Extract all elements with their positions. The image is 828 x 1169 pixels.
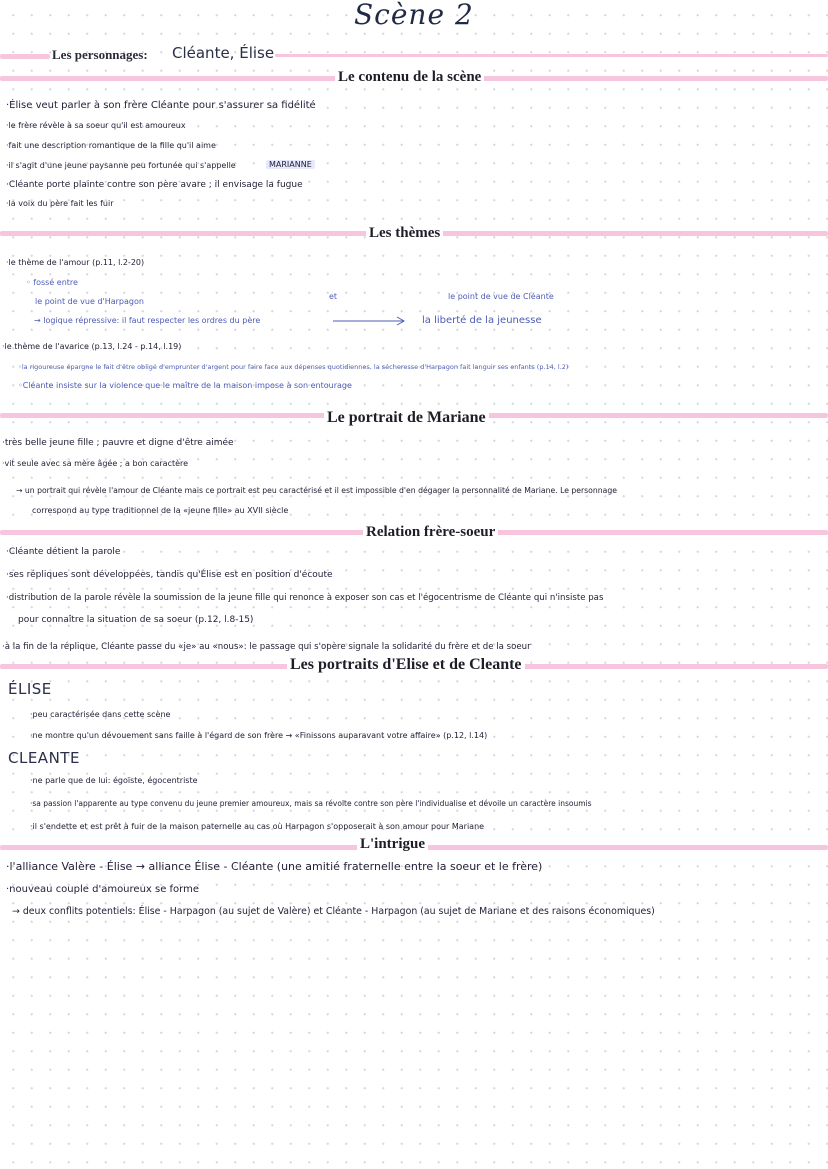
- portrait-line-1: ·très belle jeune fille ; pauvre et digne d'être aimée: [2, 438, 234, 448]
- contenu-line-4: ·il s'agit d'une jeune paysanne peu fortunée qui s'appelle: [6, 161, 236, 170]
- cleante-line-3: ·il s'endette et est prêt à fuir de la maison paternelle au cas où Harpagon s'opposerait à son amour pour Mariane: [30, 822, 485, 831]
- elise-heading: ÉLISE: [8, 680, 52, 698]
- contenu-line-3: ·fait une description romantique de la fille qu'il aime: [6, 141, 216, 150]
- relation-line-2: ·ses répliques sont développées, tandis qu'Élise est en position d'écoute: [6, 570, 333, 580]
- relation-line-1: ·Cléante détient la parole: [6, 547, 121, 557]
- contenu-line-5: ·Cléante porte plainte contre son père avare ; il envisage la fugue: [6, 180, 303, 190]
- contenu-line-6: ·la voix du père fait les fuir: [6, 199, 114, 208]
- intrigue-line-1: ·l'alliance Valère - Élise → alliance Élise - Cléante (une amitié fraternelle entre la soeur et le frère): [6, 860, 543, 873]
- portrait-line-4: correspond au type traditionnel de la «jeune fille» au XVII siècle: [32, 506, 289, 515]
- themes-et: et: [329, 292, 338, 301]
- heading-contenu: Le contenu de la scène: [335, 69, 484, 86]
- themes-liberte: la liberté de la jeunesse: [422, 315, 542, 326]
- themes-amour: ·le thème de l'amour (p.11, l.2-20): [6, 258, 145, 267]
- heading-portraits: Les portraits d'Elise et de Cleante: [287, 656, 525, 674]
- heading-relation: Relation frère-soeur: [363, 524, 498, 541]
- elise-line-2: ·ne montre qu'un dévouement sans faille à l'égard de son frère → «Finissons auparavant votre affaire» (p.12, l.14): [30, 731, 488, 740]
- themes-pov-cleante: le point de vue de Cléante: [448, 292, 554, 301]
- themes-avarice-1: ◦la rigoureuse épargne le fait d'être obligé d'emprunter d'argent pour faire face aux dépenses quotidiennes, la sécheresse d'Harpagon fait languir ses enfants (p.14, l.2): [18, 363, 569, 371]
- themes-pov-harpagon: le point de vue d'Harpagon: [35, 297, 144, 306]
- arrow-right-icon: [331, 315, 409, 327]
- themes-avarice-2: ◦Cléante insiste sur la violence que le maître de la maison impose à son entourage: [18, 381, 352, 390]
- relation-line-4: pour connaître la situation de sa soeur (p.12, l.8-15): [18, 615, 254, 625]
- intrigue-line-2: ·nouveau couple d'amoureux se forme: [6, 884, 200, 895]
- heading-themes: Les thèmes: [366, 225, 443, 242]
- characters-label: Les personnages:: [52, 47, 148, 62]
- cleante-heading: CLEANTE: [8, 749, 80, 767]
- themes-fosse: ◦ fossé entre: [26, 278, 78, 287]
- characters-highlight-right: [275, 54, 828, 57]
- characters-names: Cléante, Élise: [172, 44, 275, 62]
- heading-portrait: Le portrait de Mariane: [324, 409, 489, 427]
- relation-line-3: ·distribution de la parole révèle la soumission de la jeune fille qui renonce à exposer son cas et l'égocentrisme de Cléante qui n'insiste pas: [6, 593, 604, 603]
- portrait-line-2: ·vit seule avec sa mère âgée ; a bon caractère: [2, 459, 189, 468]
- contenu-line-1: ·Élise veut parler à son frère Cléante pour s'assurer sa fidélité: [6, 100, 316, 111]
- themes-logique: → logique répressive: il faut respecter les ordres du père: [34, 316, 261, 325]
- cleante-line-1: ·ne parle que de lui: égoïste, égocentriste: [30, 776, 198, 785]
- intrigue-line-3: → deux conflits potentiels: Élise - Harpagon (au sujet de Valère) et Cléante - Harpagon (au sujet de Mariane et des raisons économiques): [12, 906, 655, 917]
- page-title: Scène 2: [354, 0, 474, 31]
- relation-line-5: ·à la fin de la réplique, Cléante passe du «je» au «nous»: le passage qui s'opère signale la solidarité du frère et de la soeur: [2, 642, 531, 652]
- themes-avarice: ·le thème de l'avarice (p.13, l.24 - p.14, l.19): [2, 342, 182, 351]
- heading-intrigue: L'intrigue: [357, 836, 428, 853]
- contenu-line-2: ·le frère révèle à sa soeur qu'il est amoureux: [6, 121, 186, 130]
- marianne-badge: MARIANNE: [266, 160, 315, 169]
- elise-line-1: ·peu caractérisée dans cette scène: [30, 710, 171, 719]
- portrait-line-3: → un portrait qui révèle l'amour de Cléante mais ce portrait est peu caractérisé et il est impossible d'en dégager la personnalité de Mariane. Le personnage: [16, 486, 617, 495]
- cleante-line-2: ·sa passion l'apparente au type convenu du jeune premier amoureux, mais sa révolte contre son père l'individualise et dévoile un caractère insoumis: [30, 799, 592, 808]
- characters-highlight: [0, 54, 50, 59]
